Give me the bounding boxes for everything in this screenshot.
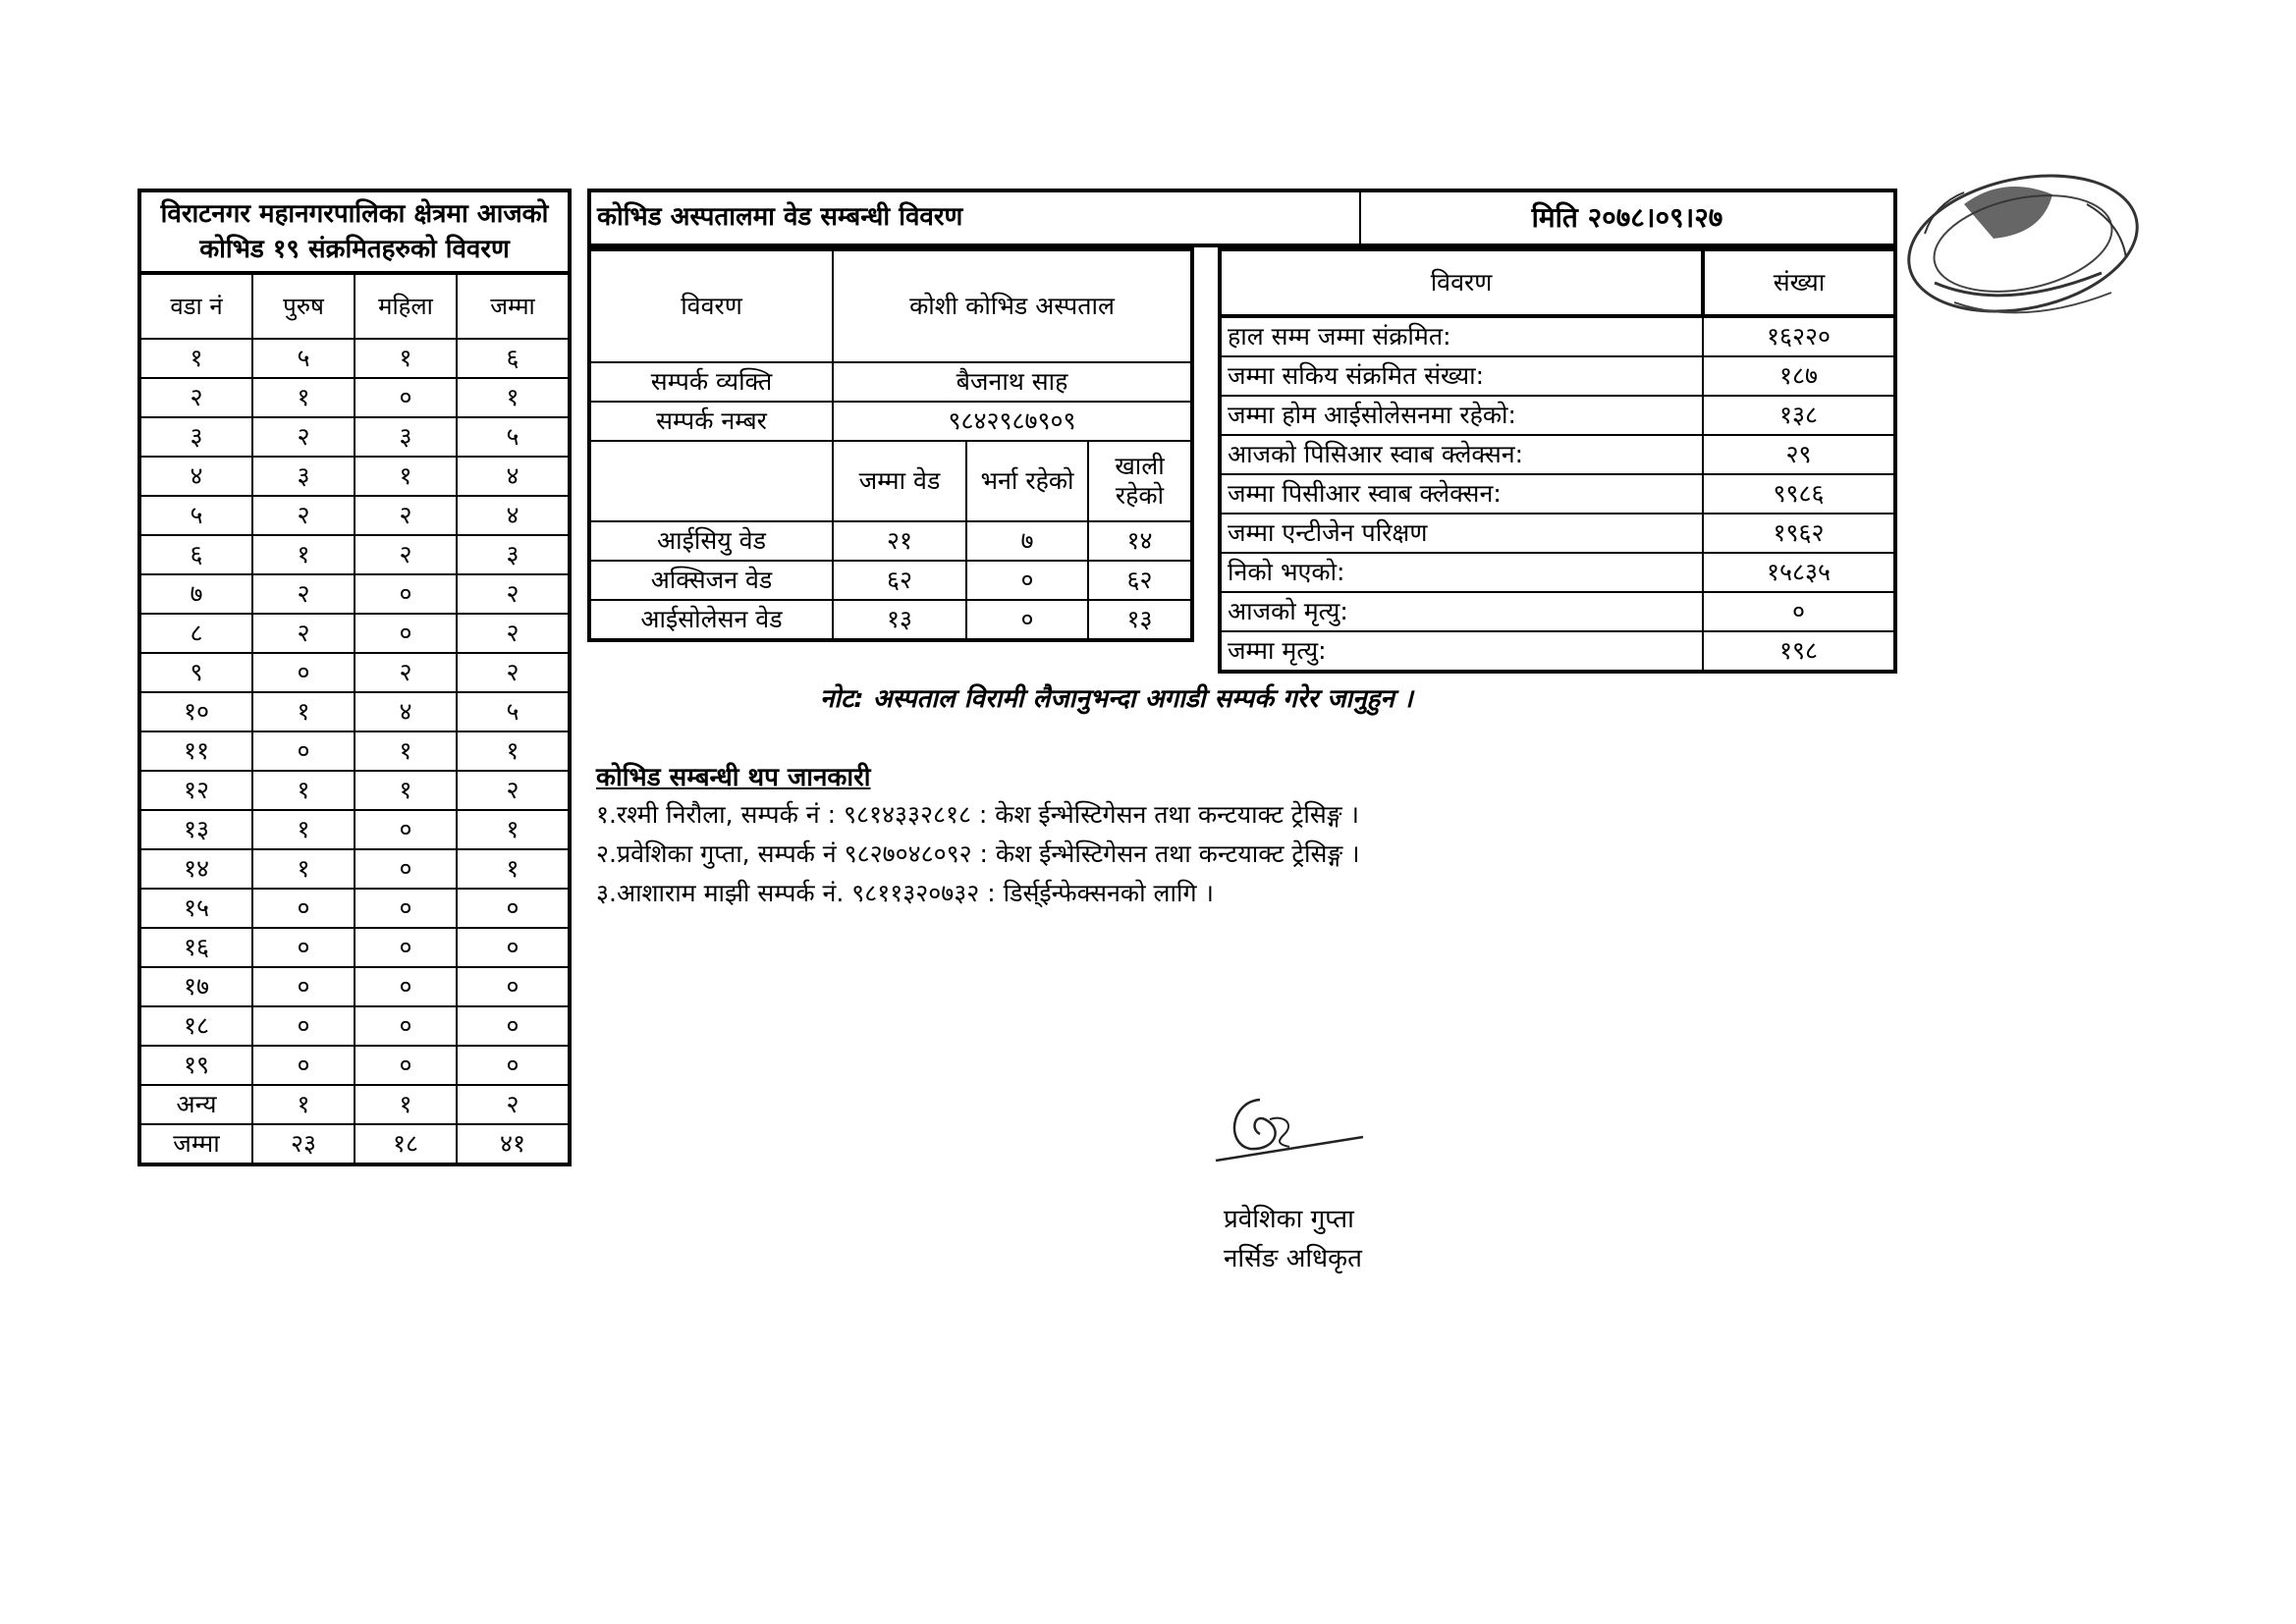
ward-number: १५: [139, 889, 252, 928]
total-count: ४१: [457, 1124, 570, 1164]
ward-number: १७: [139, 967, 252, 1006]
total-count: ६: [457, 339, 570, 378]
hospital-bed-table: [587, 247, 1194, 642]
contact-number: ९८४२९८७९०९: [833, 402, 1192, 441]
female-count: ३: [355, 417, 457, 457]
summary-label: निको भएको:: [1220, 553, 1703, 592]
ward-number: अन्य: [139, 1085, 252, 1124]
ward-table: [137, 189, 572, 1166]
female-count: १८: [355, 1124, 457, 1164]
summary-value: १५८३५: [1703, 553, 1895, 592]
summary-label: जम्मा सकिय संक्रमित संख्या:: [1220, 356, 1703, 396]
table-row: [1220, 356, 1895, 396]
summary-value: ०: [1703, 592, 1895, 631]
summary-value: ९९८६: [1703, 474, 1895, 514]
summary-value: १३८: [1703, 396, 1895, 435]
total-count: २: [457, 614, 570, 653]
female-count: १: [355, 339, 457, 378]
summary-value-header: संख्या: [1703, 249, 1895, 316]
total-count: ५: [457, 417, 570, 457]
bed-admitted: ०: [966, 561, 1088, 600]
summary-value: २९: [1703, 435, 1895, 474]
table-row: [139, 692, 570, 731]
female-count: २: [355, 496, 457, 535]
hospital-col-label: विवरण: [589, 249, 833, 362]
table-row: [139, 417, 570, 457]
ward-number: १०: [139, 692, 252, 731]
male-count: ०: [252, 653, 355, 692]
male-count: २३: [252, 1124, 355, 1164]
table-row: [139, 849, 570, 889]
female-count: ०: [355, 889, 457, 928]
table-row: [139, 731, 570, 771]
ward-number: ९: [139, 653, 252, 692]
total-count: ०: [457, 889, 570, 928]
table-row: [139, 574, 570, 614]
female-count: १: [355, 771, 457, 810]
table-row: [1220, 474, 1895, 514]
male-count: ०: [252, 889, 355, 928]
table-row: [1220, 514, 1895, 553]
summary-value: १६२२०: [1703, 316, 1895, 356]
male-count: ०: [252, 731, 355, 771]
male-count: ०: [252, 1006, 355, 1046]
total-count: १: [457, 849, 570, 889]
office-stamp-icon: [1895, 165, 2151, 342]
male-count: २: [252, 574, 355, 614]
bed-row: [589, 600, 1192, 640]
bed-type: आईसियु वेड: [589, 521, 833, 561]
bed-admitted-header: भर्ना रहेको: [966, 441, 1088, 521]
ward-number: २: [139, 378, 252, 417]
total-count: ०: [457, 1046, 570, 1085]
bed-total: १३: [833, 600, 966, 640]
total-count: २: [457, 1085, 570, 1124]
table-row: [139, 496, 570, 535]
female-count: १: [355, 457, 457, 496]
contact-number-label: सम्पर्क नम्बर: [589, 402, 833, 441]
bed-row: [589, 561, 1192, 600]
summary-label: हाल सम्म जम्मा संक्रमित:: [1220, 316, 1703, 356]
bed-vacant: १३: [1088, 600, 1192, 640]
bed-vacant: ६२: [1088, 561, 1192, 600]
ward-number: ४: [139, 457, 252, 496]
female-count: २: [355, 535, 457, 574]
male-count: २: [252, 614, 355, 653]
table-row: [139, 378, 570, 417]
female-count: ०: [355, 614, 457, 653]
hospital-note: नोट: अस्पताल विरामी लैजानुभन्दा अगाडी सम्पर्क गरेर जानुहुन ।: [820, 684, 1413, 714]
ward-number: ७: [139, 574, 252, 614]
female-count: ०: [355, 810, 457, 849]
male-count: १: [252, 692, 355, 731]
table-row: [1220, 316, 1895, 356]
summary-label: जम्मा होम आईसोलेसनमा रहेको:: [1220, 396, 1703, 435]
ward-number: १४: [139, 849, 252, 889]
table-row: [139, 1124, 570, 1164]
table-row: [1220, 592, 1895, 631]
hospital-name: कोशी कोभिड अस्पताल: [833, 249, 1192, 362]
female-count: ०: [355, 967, 457, 1006]
summary-label: आजको पिसिआर स्वाब क्लेक्सन:: [1220, 435, 1703, 474]
ward-number: ५: [139, 496, 252, 535]
bed-vacant-header: खाली रहेको: [1088, 441, 1192, 521]
male-count: १: [252, 378, 355, 417]
total-count: ०: [457, 1006, 570, 1046]
male-count: ५: [252, 339, 355, 378]
table-row: [139, 967, 570, 1006]
female-count: ०: [355, 378, 457, 417]
total-count: १: [457, 731, 570, 771]
total-count: २: [457, 771, 570, 810]
total-count: २: [457, 574, 570, 614]
table-row: [139, 1046, 570, 1085]
total-count: ०: [457, 967, 570, 1006]
female-count: १: [355, 731, 457, 771]
ward-number: १२: [139, 771, 252, 810]
summary-label-header: विवरण: [1220, 249, 1703, 316]
summary-label: जम्मा एन्टीजेन परिक्षण: [1220, 514, 1703, 553]
male-count: २: [252, 496, 355, 535]
total-count: ५: [457, 692, 570, 731]
bed-type: आईसोलेसन वेड: [589, 600, 833, 640]
ward-number: १३: [139, 810, 252, 849]
summary-label: जम्मा पिसीआर स्वाब क्लेक्सन:: [1220, 474, 1703, 514]
ward-number: ३: [139, 417, 252, 457]
table-row: [1220, 631, 1895, 672]
female-count: १: [355, 1085, 457, 1124]
bed-total: ६२: [833, 561, 966, 600]
summary-label: आजको मृत्यु:: [1220, 592, 1703, 631]
table-row: [139, 339, 570, 378]
total-count: २: [457, 653, 570, 692]
info-line: २.प्रवेशिका गुप्ता, सम्पर्क नं ९८२७०४८०९२ : केश ईन्भेस्टिगेसन तथा कन्टयाक्ट ट्रेसिङ्ग ।: [596, 839, 1360, 868]
bed-header-blank: [589, 441, 833, 521]
male-header: पुरुष: [252, 273, 355, 339]
bed-vacant: १४: [1088, 521, 1192, 561]
male-count: १: [252, 771, 355, 810]
total-header: जम्मा: [457, 273, 570, 339]
info-line: १.रश्मी निरौला, सम्पर्क नं : ९८१४३३२८१८ : केश ईन्भेस्टिगेसन तथा कन्टयाक्ट ट्रेसिङ्ग ।: [596, 800, 1359, 829]
bed-total-header: जम्मा वेड: [833, 441, 966, 521]
total-count: ३: [457, 535, 570, 574]
signatory-name: प्रवेशिका गुप्ता: [1224, 1205, 1354, 1234]
table-row: [1220, 435, 1895, 474]
male-count: ३: [252, 457, 355, 496]
male-count: १: [252, 810, 355, 849]
table-row: [139, 1006, 570, 1046]
ward-number: जम्मा: [139, 1124, 252, 1164]
bed-type: अक्सिजन वेड: [589, 561, 833, 600]
contact-person: बैजनाथ साह: [833, 362, 1192, 402]
ward-number: १६: [139, 928, 252, 967]
male-count: १: [252, 1085, 355, 1124]
ward-table-title: विराटनगर महानगरपालिका क्षेत्रमा आजको कोभिड १९ संक्रमितहरुको विवरण: [139, 190, 570, 273]
bed-admitted: ७: [966, 521, 1088, 561]
contact-person-label: सम्पर्क व्यक्ति: [589, 362, 833, 402]
table-row: [1220, 396, 1895, 435]
info-title: कोभिड सम्बन्धी थप जानकारी: [596, 763, 871, 792]
female-count: ०: [355, 849, 457, 889]
female-count: ०: [355, 928, 457, 967]
table-row: [139, 457, 570, 496]
table-row: [139, 1085, 570, 1124]
signatory-role: नर्सिङ अधिकृत: [1224, 1244, 1362, 1273]
female-count: ०: [355, 1006, 457, 1046]
table-row: [139, 889, 570, 928]
hospital-heading: कोभिड अस्पतालमा वेड सम्बन्धी विवरण: [589, 190, 1360, 245]
table-row: [139, 771, 570, 810]
ward-header: वडा नं: [139, 273, 252, 339]
ward-number: १९: [139, 1046, 252, 1085]
hospital-heading-bar: [587, 189, 1897, 247]
total-count: १: [457, 378, 570, 417]
bed-admitted: ०: [966, 600, 1088, 640]
male-count: ०: [252, 1046, 355, 1085]
summary-value: १९८: [1703, 631, 1895, 672]
ward-number: ६: [139, 535, 252, 574]
table-row: [139, 653, 570, 692]
male-count: ०: [252, 967, 355, 1006]
female-count: २: [355, 653, 457, 692]
report-date: मिति २०७८।०९।२७: [1360, 190, 1895, 245]
male-count: १: [252, 849, 355, 889]
table-row: [1220, 553, 1895, 592]
summary-value: १८७: [1703, 356, 1895, 396]
ward-number: ८: [139, 614, 252, 653]
ward-number: १: [139, 339, 252, 378]
total-count: १: [457, 810, 570, 849]
info-line: ३.आशाराम माझी सम्पर्क नं. ९८११३२०७३२ : डिर्स्ईन्फेक्सनको लागि ।: [596, 879, 1214, 907]
table-row: [139, 810, 570, 849]
ward-number: १८: [139, 1006, 252, 1046]
summary-table: [1218, 247, 1897, 674]
signature-icon: [1206, 1090, 1373, 1168]
female-count: ०: [355, 574, 457, 614]
male-count: २: [252, 417, 355, 457]
male-count: ०: [252, 928, 355, 967]
table-row: [139, 535, 570, 574]
table-row: [139, 928, 570, 967]
bed-total: २१: [833, 521, 966, 561]
female-header: महिला: [355, 273, 457, 339]
female-count: ४: [355, 692, 457, 731]
male-count: १: [252, 535, 355, 574]
total-count: ०: [457, 928, 570, 967]
female-count: ०: [355, 1046, 457, 1085]
summary-label: जम्मा मृत्यु:: [1220, 631, 1703, 672]
table-row: [139, 614, 570, 653]
total-count: ४: [457, 457, 570, 496]
total-count: ४: [457, 496, 570, 535]
ward-number: ११: [139, 731, 252, 771]
summary-value: १९६२: [1703, 514, 1895, 553]
bed-row: [589, 521, 1192, 561]
